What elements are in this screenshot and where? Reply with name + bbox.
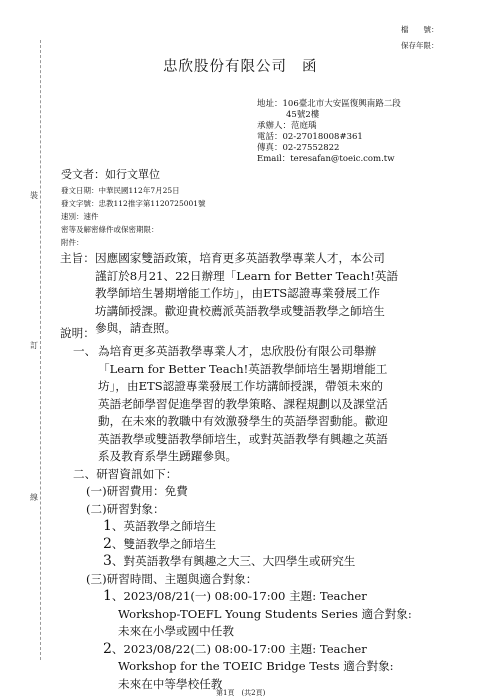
binding-line xyxy=(40,40,41,660)
file-number-label: 檔 號： xyxy=(401,25,439,34)
audience-item-text: 、雙語教學之師培生 xyxy=(111,536,217,551)
session-audience: 未來在小學或國中任教 xyxy=(118,624,234,638)
retention-period-label: 保存年限： xyxy=(401,41,439,50)
sender-address-line1: 地址：106臺北市大安區復興南路二段 xyxy=(257,99,401,109)
subject-line: 教學師培生暑期增能工作坊」，由ETS認證專業發展工作 xyxy=(95,286,380,300)
document-type: 函 xyxy=(302,59,317,75)
binding-mark-ding: 訂 xyxy=(30,341,38,350)
audience-item xyxy=(103,553,355,571)
explanation-item2-heading: 二、研習資訊如下： xyxy=(73,466,178,481)
session-line xyxy=(103,588,367,606)
issue-number: 發文字號：忠教112推字第1120725001號 xyxy=(61,199,206,208)
subject-line: 坊講師授課。歡迎貴校薦派英語教學或雙語教學之師培生 xyxy=(95,303,385,318)
audience-heading: (二)研習對象： xyxy=(86,501,165,516)
session-date-topic: 、2023/08/22(二) 08:00-17:00 主題: Teacher xyxy=(111,641,367,656)
explanation-item1-line: 「Learn for Better Teach!英語教學師培生暑期增能工 xyxy=(98,361,388,376)
explanation-item1-line: 為培育更多英語教學專業人才，忠欣股份有限公司舉辦 xyxy=(98,344,377,358)
sender-address-line2: 45號2樓 xyxy=(286,110,320,120)
audience-item-number: 2 xyxy=(103,535,112,552)
sender-phone: 電話：02-27018008#361 xyxy=(257,132,363,142)
explanation-item1-line: 坊」，由ETS認證專業發展工作坊講師授課，帶領未來的 xyxy=(98,379,383,393)
session-line xyxy=(103,641,367,659)
issue-date: 發文日期：中華民國112年7月25日 xyxy=(61,186,180,195)
subject-line: 謹訂於8月21、22日辦理「Learn for Better Teach!英語 xyxy=(95,268,399,283)
workshop-fee: (一)研習費用：免費 xyxy=(86,484,188,498)
subject-line: 參與，請查照。 xyxy=(95,321,177,335)
audience-item-text: 、英語教學之師培生 xyxy=(111,519,217,533)
company-title: 忠欣股份有限公司 xyxy=(163,59,287,75)
audience-item-number: 1 xyxy=(103,518,112,534)
sender-fax: 傳真：02-27552822 xyxy=(257,143,340,153)
speed-class: 速別：速件 xyxy=(61,212,99,221)
audience-item xyxy=(103,536,216,554)
subject-line: 因應國家雙語政策，培育更多英語教學專業人才，本公司 xyxy=(95,251,385,265)
audience-item-number: 3 xyxy=(103,553,112,569)
binding-mark-xian: 線 xyxy=(30,493,38,502)
audience-item-text: 、對英語教學有興趣之大三、大四學生或研究生 xyxy=(111,554,356,568)
explanation-item1-number: 一、 xyxy=(73,344,97,358)
attachment: 附件： xyxy=(61,238,84,247)
explanation-item1-line: 英語老師學習促進學習的教學策略、課程規劃以及課堂活 xyxy=(98,396,388,411)
session-number: 2 xyxy=(103,640,112,657)
security-level: 密等及解密條件或保密期限： xyxy=(61,225,159,234)
audience-item xyxy=(103,518,216,536)
explanation-item1-line: 系及教育系學生踴躍參與。 xyxy=(98,449,238,463)
session-topic: Workshop-TOEFL Young Students Series 適合對象: xyxy=(118,606,412,621)
explanation-item1-line: 英語教學或雙語教學師培生，或對英語教學有興趣之英語 xyxy=(98,431,388,446)
session-audience: 未來在中等學校任教 xyxy=(118,676,223,691)
page-number: 第1頁 (共2頁) xyxy=(216,689,266,697)
sender-contact: 承辦人：范庭瑀 xyxy=(257,121,317,131)
session-topic: Workshop for the TOEIC Bridge Tests 適合對象: xyxy=(118,659,394,673)
session-number: 1 xyxy=(103,588,112,604)
subject-label: 主旨： xyxy=(60,251,95,265)
explanation-label: 說明： xyxy=(60,326,95,340)
schedule-heading: (三)研習時間、主題與適合對象： xyxy=(86,571,258,586)
sender-email: Email：teresafan@toeic.com.tw xyxy=(257,154,395,164)
recipient: 受文者：如行文單位 xyxy=(61,168,160,181)
explanation-item1-line: 動，在未來的教職中有效激發學生的英語學習動能。歡迎 xyxy=(98,414,388,428)
session-date-topic: 、2023/08/21(一) 08:00-17:00 主題: Teacher xyxy=(111,589,367,603)
binding-mark-zhuang: 裝 xyxy=(30,191,38,200)
